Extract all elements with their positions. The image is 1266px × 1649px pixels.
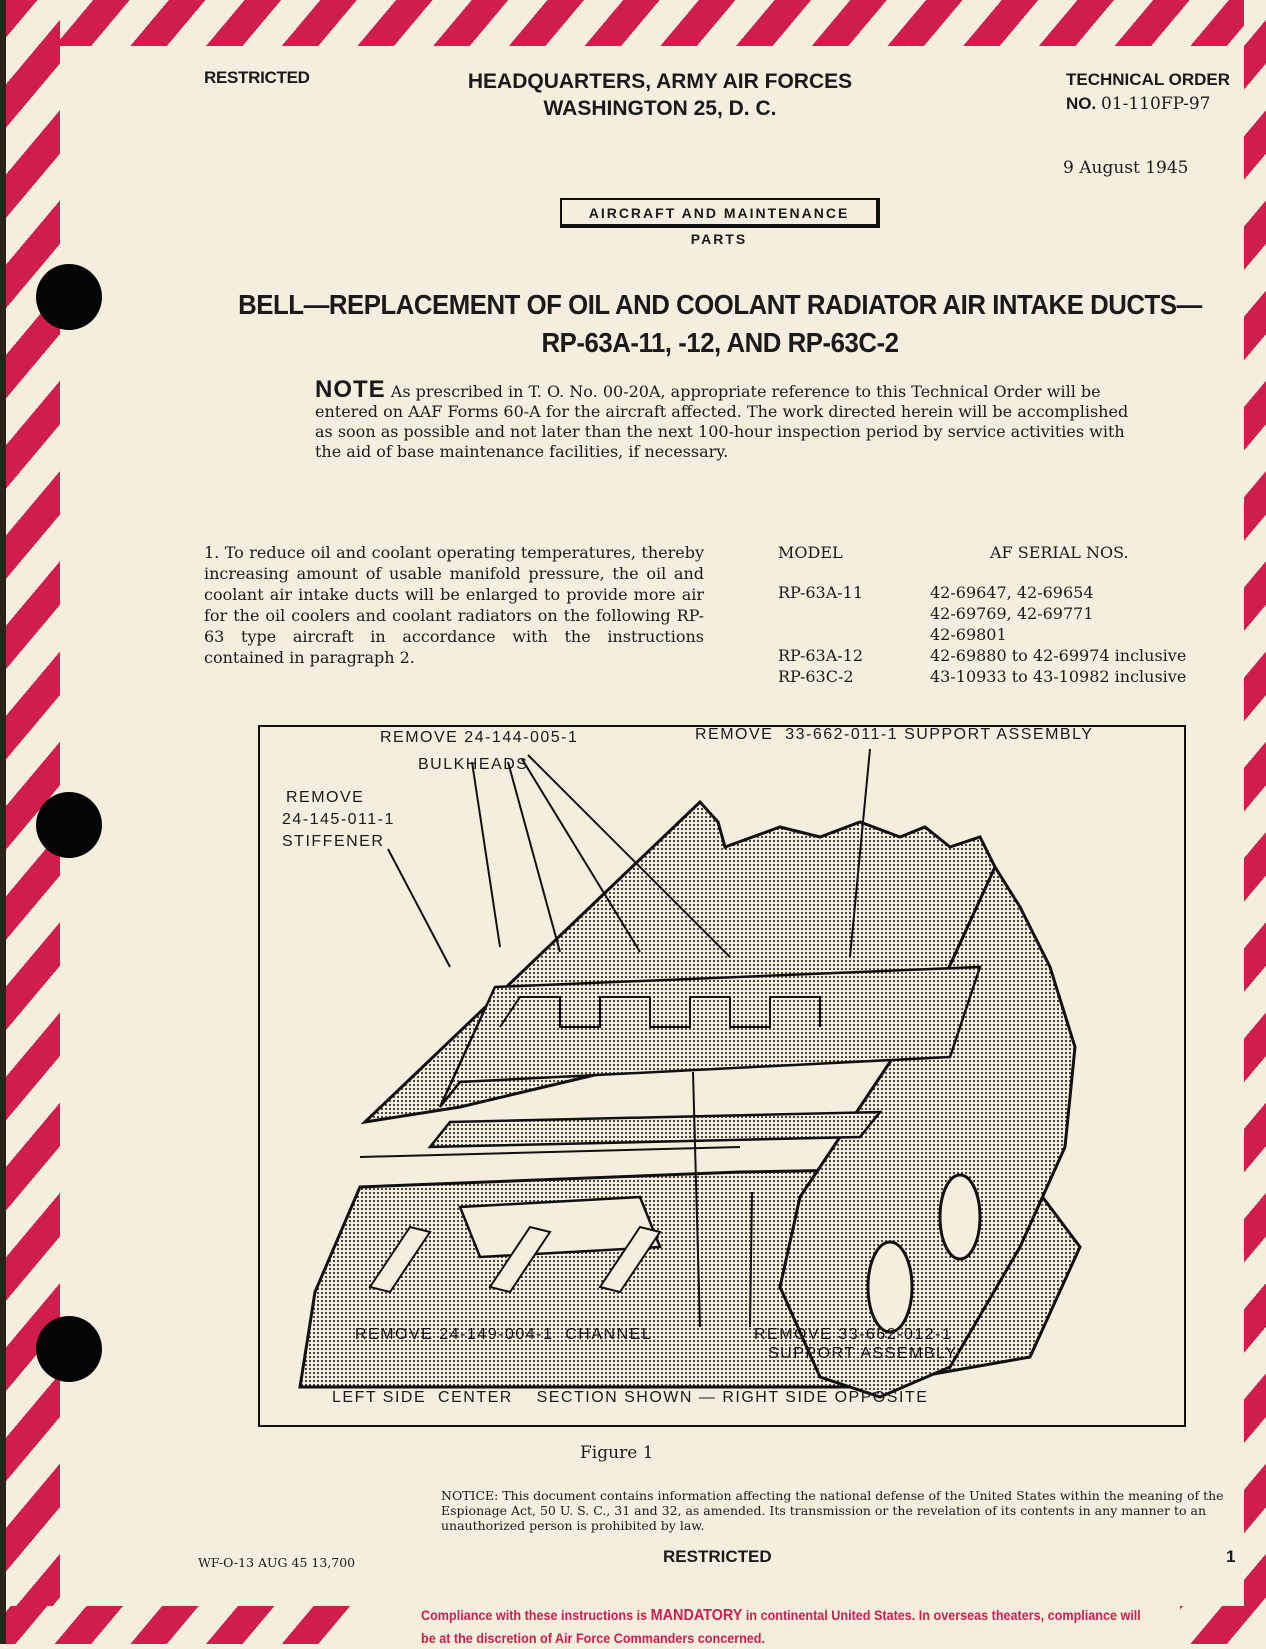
label-stiffener: STIFFENER [282, 833, 385, 850]
label-support-assembly-bottom-part: REMOVE 33-662-012-1 [754, 1326, 953, 1343]
technical-order-block [1066, 68, 1230, 116]
label-bulkheads: BULKHEADS [418, 756, 529, 773]
header-model: MODEL [778, 543, 843, 562]
label-bulkheads-part: REMOVE 24-144-005-1 [380, 729, 579, 746]
duct-assembly-drawing [260, 727, 1184, 1425]
classification-top: RESTRICTED [204, 68, 310, 87]
compliance-post: in continental United States. In overseas theaters, compliance will be at the discretion of Air Force Commanders concerned. [421, 1607, 1141, 1646]
table-row: RP-63C-2 43-10933 to 43-10982 inclusive [778, 667, 1187, 686]
classification-bottom: RESTRICTED [663, 1547, 772, 1566]
label-channel: REMOVE 24-149-004-1 CHANNEL [355, 1326, 653, 1343]
document-title [232, 286, 1207, 362]
section-note: LEFT SIDE CENTER SECTION SHOWN — RIGHT SIDE OPPOSITE [332, 1389, 929, 1406]
figure-1 [258, 725, 1186, 1427]
compliance-pre: Compliance with these instructions is [421, 1607, 648, 1623]
note-block [315, 376, 1135, 462]
issuer-block [400, 68, 920, 122]
label-support-assembly-bottom: SUPPORT ASSEMBLY [768, 1345, 958, 1362]
table-row: RP-63A-11 42-69647, 42-69654 [778, 583, 1094, 602]
issue-date: 9 August 1945 [1063, 158, 1189, 178]
label-stiffener-remove: REMOVE [286, 789, 365, 806]
header-serials: AF SERIAL NOS. [990, 543, 1129, 562]
issuer-line-2: WASHINGTON 25, D. C. [543, 97, 777, 120]
to-label: TECHNICAL ORDER [1066, 70, 1231, 89]
border-stripes-top [6, 0, 1266, 46]
table-row: 42-69801 [930, 625, 1007, 644]
espionage-notice: NOTICE: This document contains information affecting the national defense of the United States within the meaning of the Espionage Act, 50 U. S. C., 31 and 32, as amended. Its transmission or the revelation of its contents in any manner to an unauthorized person is prohibited by law. [441, 1488, 1224, 1533]
page-number: 1 [1226, 1547, 1236, 1566]
to-number: 01-110FP-97 [1100, 94, 1211, 114]
punch-hole-icon [36, 264, 102, 330]
to-no-label: NO. [1066, 94, 1097, 113]
compliance-emphasis: MANDATORY [650, 1607, 743, 1624]
punch-hole-icon [36, 792, 102, 858]
issuer-line-1: HEADQUARTERS, ARMY AIR FORCES [467, 70, 853, 93]
figure-caption: Figure 1 [580, 1443, 654, 1463]
compliance-statement [421, 1604, 1141, 1649]
table-header [778, 542, 1266, 563]
title-line-2: RP-63A-11, -12, AND RP-63C-2 [541, 327, 899, 358]
paragraph-1: 1. To reduce oil and coolant operating temperatures, thereby increasing amount of usable manifold pressure, the oil and coolant air intake ducts will be enlarged to provide more air for the oil coolers and coolant radiators on the following RP-63 type aircraft in accordance with the instructions contained in paragraph 2. [204, 543, 704, 667]
print-code: WF-O-13 AUG 45 13,700 [198, 1555, 356, 1570]
table-row: 42-69769, 42-69771 [930, 604, 1094, 623]
category-box: AIRCRAFT AND MAINTENANCE PARTS [560, 198, 880, 228]
punch-hole-icon [36, 1316, 102, 1382]
title-line-1: BELL—REPLACEMENT OF OIL AND COOLANT RADIATOR AIR INTAKE DUCTS— [238, 289, 1202, 320]
label-stiffener-part: 24-145-011-1 [282, 811, 395, 828]
note-text: As prescribed in T. O. No. 00-20A, appropriate reference to this Technical Order will be entered on AAF Forms 60-A for the aircraft affected. The work directed herein will be accomplished as soon as possible and not later than the next 100-hour inspection period by service activities with the aid of base maintenance facilities, if necessary. [315, 382, 1129, 461]
table-row: RP-63A-12 42-69880 to 42-69974 inclusive [778, 646, 1187, 665]
models-table [778, 542, 1266, 687]
note-label: NOTE [315, 376, 386, 403]
border-stripes-right [1244, 0, 1266, 1644]
label-support-assembly-top: REMOVE 33-662-011-1 SUPPORT ASSEMBLY [695, 726, 1094, 743]
